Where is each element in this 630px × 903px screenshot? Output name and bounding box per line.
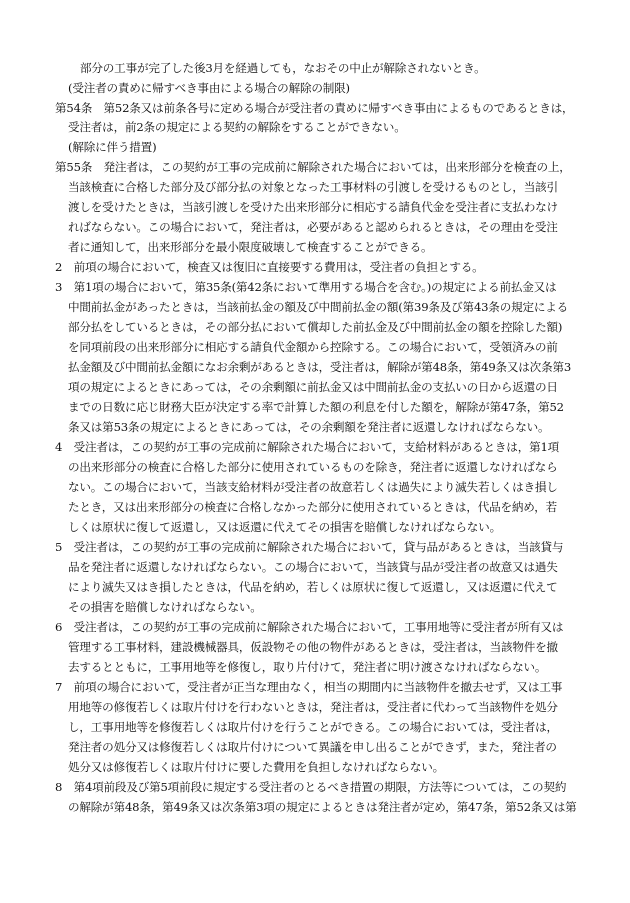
text-line: ればならない。この場合において，発注者は，必要があると認められるときは，その理由を受注 <box>68 220 558 234</box>
text-line: 処分又は修復若しくは取片付けに要した費用を負担しなければならない。 <box>68 760 444 774</box>
text-line: 4 受注者は，この契約が工事の完成前に解除された場合において，支給材料があるときは，第1項 <box>55 440 560 454</box>
text-line: 2 前項の場合において，検査又は復旧に直接要する費用は，受注者の負担とする。 <box>55 260 484 274</box>
text-line: 3 第1項の場合において，第35条(第42条において準用する場合を含む。)の規定による前払金又は <box>55 280 557 294</box>
text-line: (解除に伴う措置) <box>68 140 157 154</box>
text-line: (受注者の責めに帰すべき事由による場合の解除の制限) <box>68 81 350 95</box>
text-line: 項の規定によるときにあっては，その余剰額に前払金又は中間前払金の支払いの日から返還の日 <box>68 380 558 394</box>
text-line: 6 受注者は，この契約が工事の完成前に解除された場合において，工事用地等に受注者が所有又は <box>55 620 564 634</box>
text-line: 渡しを受けたときは，当該引渡しを受けた出来形部分に相応する請負代金を受注者に支払わなけ <box>68 200 558 214</box>
text-line: 払金額及び中間前払金額になお余剰があるときは，受注者は，解除が第48条，第49条又は次条第3 <box>68 360 572 374</box>
text-line: により滅失又はき損したときは，代品を納め，若しくは原状に復して返還し，又は返還に代えて <box>68 580 558 594</box>
text-line: 者に通知して，出来形部分を最小限度破壊して検査することができる。 <box>68 240 433 254</box>
text-line: 用地等の修復若しくは取片付けを行わないときは，発注者は，受注者に代わって当該物件を処分 <box>68 700 558 714</box>
text-line: 受注者は，前2条の規定による契約の解除をすることができない。 <box>68 120 406 134</box>
text-line: し，工事用地等を修復若しくは取片付けを行うことができる。この場合においては，受注者は， <box>68 720 558 734</box>
text-line: 部分払をしているときは，その部分払において償却した前払金及び中間前払金の額を控除した額) <box>68 320 563 334</box>
text-line: の解除が第48条，第49条又は次条第3項の規定によるときは発注者が定め，第47条，第52条又は第 <box>68 800 577 814</box>
text-line: 8 第4項前段及び第5項前段に規定する受注者のとるべき措置の期限，方法等については，この契約 <box>55 780 567 794</box>
text-line: を同項前段の出来形部分に相応する請負代金額から控除する。この場合において，受領済みの前 <box>68 340 558 354</box>
text-line: 去するとともに，工事用地等を修復し，取り片付けて，発注者に明け渡さなければならない。 <box>68 660 547 674</box>
text-line: までの日数に応じ財務大臣が決定する率で計算した額の利息を付した額を，解除が第47条，第52 <box>68 400 564 414</box>
text-line: その損害を賠償しなければならない。 <box>68 600 262 614</box>
text-line: 第55条 発注者は，この契約が工事の完成前に解除された場合においては，出来形部分を検査の上， <box>55 160 571 174</box>
text-line: 中間前払金があったときは，当該前払金の額及び中間前払金の額(第39条及び第43条の規定による <box>68 300 569 314</box>
text-line: 当該検査に合格した部分及び部分払の対象となった工事材料の引渡しを受けるものとし，当該引 <box>68 180 558 194</box>
text-line: 条又は第53条の規定によるときにあっては，その余剰額を発注者に返還しなければならない。 <box>68 420 550 434</box>
text-line: 第54条 第52条又は前条各号に定める場合が受注者の責めに帰すべき事由によるものであるときは， <box>55 101 574 115</box>
text-line: の出来形部分の検査に合格した部分に使用されているものを除き，発注者に返還しなければなら <box>68 460 558 474</box>
text-line: 品を発注者に返還しなければならない。この場合において，当該貸与品が受注者の故意又は過失 <box>68 560 558 574</box>
text-line: 7 前項の場合において，受注者が正当な理由なく，相当の期間内に当該物件を撤去せず，又は工事 <box>55 680 563 694</box>
text-line: 発注者の処分又は修復若しくは取片付けについて異議を申し出ることができず，また，発注者の <box>68 740 557 754</box>
text-line: しくは原状に復して返還し，又は返還に代えてその損害を賠償しなければならない。 <box>68 520 501 534</box>
text-line: ない。この場合において，当該支給材料が受注者の故意若しくは過失により滅失若しくはき損し <box>68 480 558 494</box>
text-line: 部分の工事が完了した後3月を経過しても，なおその中止が解除されないとき。 <box>80 61 486 75</box>
text-line: 5 受注者は，この契約が工事の完成前に解除された場合において，貸与品があるときは，当該貸与 <box>55 540 564 554</box>
text-line: たとき，又は出来形部分の検査に合格しなかった部分に使用されているときは，代品を納め，若 <box>68 500 558 514</box>
text-line: 管理する工事材料，建設機械器具，仮設物その他の物件があるときは，受注者は，当該物件を撤 <box>68 640 558 654</box>
